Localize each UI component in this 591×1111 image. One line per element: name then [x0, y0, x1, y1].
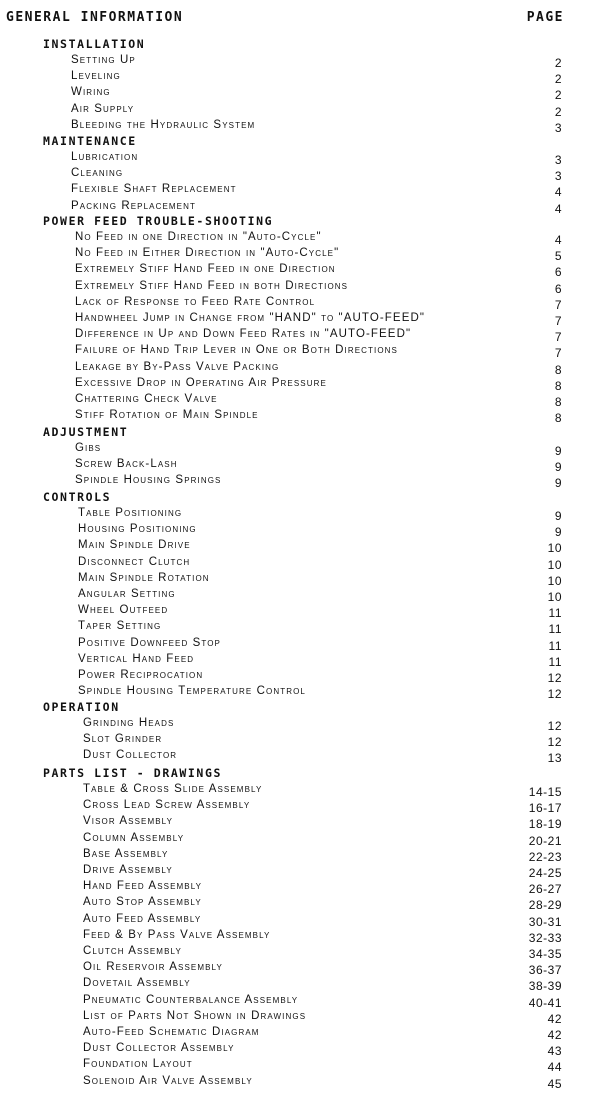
toc-entry-page: 8	[554, 378, 562, 393]
toc-entry-page: 20-21	[528, 833, 562, 848]
toc-entry-label: Handwheel Jump in Change from "HAND" to "AUTO-FEED"	[75, 312, 426, 324]
toc-entry-page: 4	[554, 233, 562, 247]
toc-entry-label: Vertical Hand Feed	[78, 652, 195, 665]
toc-entry-page: 42	[547, 1011, 562, 1026]
toc-entry-page: 12	[547, 687, 562, 702]
page-title: GENERAL INFORMATION	[6, 10, 184, 25]
toc-entry-label: Main Spindle Rotation	[78, 571, 210, 584]
toc-entry-label: Extremely Stiff Hand Feed in both Directions	[75, 279, 349, 292]
toc-entry-label: Base Assembly	[83, 847, 169, 860]
toc-entry-page: 3	[554, 153, 562, 167]
toc-entry-page: 32-33	[528, 930, 562, 945]
toc-entry-label: Dust Collector	[83, 749, 178, 762]
toc-entry-page: 10	[547, 590, 562, 604]
toc-entry-page: 11	[548, 622, 562, 637]
toc-entry-label: Cleaning	[71, 167, 124, 180]
toc-entry-page: 4	[554, 201, 562, 216]
toc-entry-page: 2	[554, 88, 562, 103]
toc-entry-page: 2	[554, 56, 562, 70]
toc-entry-page: 34-35	[528, 947, 562, 961]
toc-entry-label: Table Positioning	[78, 507, 183, 519]
toc-entry-label: Packing Replacement	[71, 199, 196, 212]
toc-entry-page: 7	[554, 346, 562, 361]
toc-entry-page: 26-27	[528, 882, 562, 897]
toc-entry-label: Flexible Shaft Replacement	[71, 183, 237, 196]
toc-entry-page: 8	[554, 362, 562, 377]
toc-entry-label: Extremely Stiff Hand Feed in one Direction	[75, 263, 336, 276]
toc-entry-label: Leakage by By-Pass Valve Packing	[75, 360, 280, 373]
toc-entry-label: Hand Feed Assembly	[83, 880, 203, 893]
toc-entry-label: Excessive Drop in Operating Air Pressure	[75, 376, 327, 389]
toc-entry-page: 10	[547, 573, 562, 588]
toc-entry-label: Feed & By Pass Valve Assembly	[83, 928, 271, 941]
toc-entry-page: 7	[554, 314, 562, 328]
toc-entry-page: 18-19	[528, 817, 562, 832]
toc-entry-label: Visor Assembly	[83, 815, 174, 828]
toc-entry-label: Chattering Check Valve	[75, 393, 218, 405]
toc-entry-label: Screw Back-Lash	[75, 458, 178, 471]
toc-entry-label: Failure of Hand Trip Lever in One or Both Directions	[75, 344, 398, 357]
toc-entry-page: 44	[547, 1060, 562, 1075]
toc-entry-label: Foundation Layout	[83, 1058, 193, 1071]
page-column-header: PAGE	[526, 10, 564, 25]
toc-entry-label: Angular Setting	[78, 588, 176, 600]
toc-entry-label: Auto Feed Assembly	[83, 912, 202, 925]
toc-entry-label: Lack of Response to Feed Rate Control	[75, 295, 316, 308]
toc-entry-label: Solenoid Air Valve Assembly	[83, 1074, 253, 1087]
toc-entry-label: Spindle Housing Springs	[75, 474, 222, 487]
section-heading: PARTS LIST - DRAWINGS	[43, 766, 222, 780]
toc-entry-page: 5	[554, 249, 562, 264]
toc-entry-page: 2	[554, 72, 562, 87]
toc-entry-page: 9	[554, 525, 562, 540]
toc-entry-label: Air Supply	[71, 102, 135, 115]
toc-entry-page: 3	[554, 120, 562, 135]
toc-entry-label: Grinding Heads	[83, 717, 175, 729]
section-heading: MAINTENANCE	[43, 134, 137, 148]
toc-entry-label: Slot Grinder	[83, 733, 163, 746]
toc-entry-page: 3	[554, 169, 562, 184]
toc-entry-page: 12	[547, 735, 562, 750]
section-heading: CONTROLS	[43, 490, 112, 504]
toc-entry-page: 36-37	[528, 963, 562, 978]
toc-entry-label: Stiff Rotation of Main Spindle	[75, 409, 259, 422]
toc-entry-page: 11	[548, 638, 562, 653]
toc-entry-label: Oil Reservoir Assembly	[83, 961, 223, 974]
toc-entry-page: 7	[554, 330, 562, 345]
toc-entry-page: 10	[547, 541, 562, 556]
toc-entry-page: 11	[548, 606, 562, 621]
toc-entry-page: 14-15	[528, 785, 562, 799]
toc-entry-page: 11	[548, 654, 562, 669]
toc-entry-page: 45	[547, 1076, 562, 1091]
toc-entry-label: Dust Collector Assembly	[83, 1042, 235, 1055]
toc-entry-page: 24-25	[528, 866, 562, 880]
toc-entry-label: Table & Cross Slide Assembly	[83, 783, 263, 795]
toc-entry-page: 9	[554, 444, 562, 458]
section-heading: ADJUSTMENT	[43, 425, 129, 439]
toc-entry-page: 8	[554, 411, 562, 426]
toc-entry-label: List of Parts Not Shown in Drawings	[83, 1009, 307, 1022]
toc-entry-label: No Feed in Either Direction in "Auto-Cycle"	[75, 247, 340, 260]
toc-entry-label: Wiring	[71, 86, 111, 99]
toc-entry-label: Taper Setting	[78, 620, 162, 633]
toc-entry-page: 2	[554, 104, 562, 119]
toc-entry-label: Lubrication	[71, 151, 139, 163]
toc-entry-label: Cross Lead Screw Assembly	[83, 799, 251, 812]
toc-entry-label: Power Reciprocation	[78, 669, 204, 681]
toc-entry-page: 9	[554, 476, 562, 491]
section-heading: INSTALLATION	[43, 37, 146, 51]
toc-entry-page: 7	[554, 297, 562, 312]
toc-entry-label: Main Spindle Drive	[78, 539, 191, 552]
toc-entry-page: 13	[547, 751, 562, 766]
toc-entry-label: Gibs	[75, 442, 102, 454]
toc-entry-label: Housing Positioning	[78, 523, 197, 536]
toc-entry-page: 43	[547, 1044, 562, 1059]
toc-entry-label: Bleeding the Hydraulic System	[71, 118, 256, 131]
toc-entry-page: 9	[554, 460, 562, 475]
toc-entry-label: Auto-Feed Schematic Diagram	[83, 1026, 260, 1038]
toc-entry-label: Leveling	[71, 70, 121, 83]
toc-entry-page: 12	[547, 671, 562, 685]
toc-entry-page: 42	[547, 1028, 562, 1042]
toc-entry-label: Clutch Assembly	[83, 945, 182, 957]
toc-entry-page: 9	[554, 509, 562, 523]
toc-entry-label: Disconnect Clutch	[78, 555, 191, 568]
toc-entry-page: 6	[554, 265, 562, 280]
toc-entry-label: Wheel Outfeed	[78, 604, 169, 617]
toc-entry-label: Difference in Up and Down Feed Rates in "AUTO-FEED"	[75, 328, 412, 341]
toc-entry-label: Auto Stop Assembly	[83, 896, 202, 909]
toc-entry-page: 12	[547, 719, 562, 733]
toc-entry-page: 30-31	[528, 914, 562, 929]
toc-entry-page: 28-29	[528, 898, 562, 913]
toc-entry-page: 16-17	[528, 801, 562, 816]
toc-entry-label: Column Assembly	[83, 831, 185, 844]
toc-entry-page: 4	[554, 185, 562, 200]
toc-entry-page: 38-39	[528, 979, 562, 994]
toc-entry-page: 8	[554, 395, 562, 409]
toc-entry-label: Dovetail Assembly	[83, 977, 191, 990]
section-heading: POWER FEED TROUBLE-SHOOTING	[43, 214, 274, 228]
toc-entry-page: 6	[554, 281, 562, 296]
toc-entry-label: Positive Downfeed Stop	[78, 636, 221, 649]
toc-entry-label: Setting Up	[71, 54, 136, 66]
toc-entry-page: 22-23	[528, 849, 562, 864]
toc-entry-page: 10	[547, 557, 562, 572]
toc-entry-label: Pneumatic Counterbalance Assembly	[83, 993, 299, 1006]
toc-entry-label: Drive Assembly	[83, 864, 173, 876]
toc-entry-label: No Feed in one Direction in "Auto-Cycle"	[75, 231, 322, 243]
toc-entry-label: Spindle Housing Temperature Control	[78, 685, 306, 698]
section-heading: OPERATION	[43, 700, 120, 714]
toc-entry-page: 40-41	[528, 995, 562, 1010]
